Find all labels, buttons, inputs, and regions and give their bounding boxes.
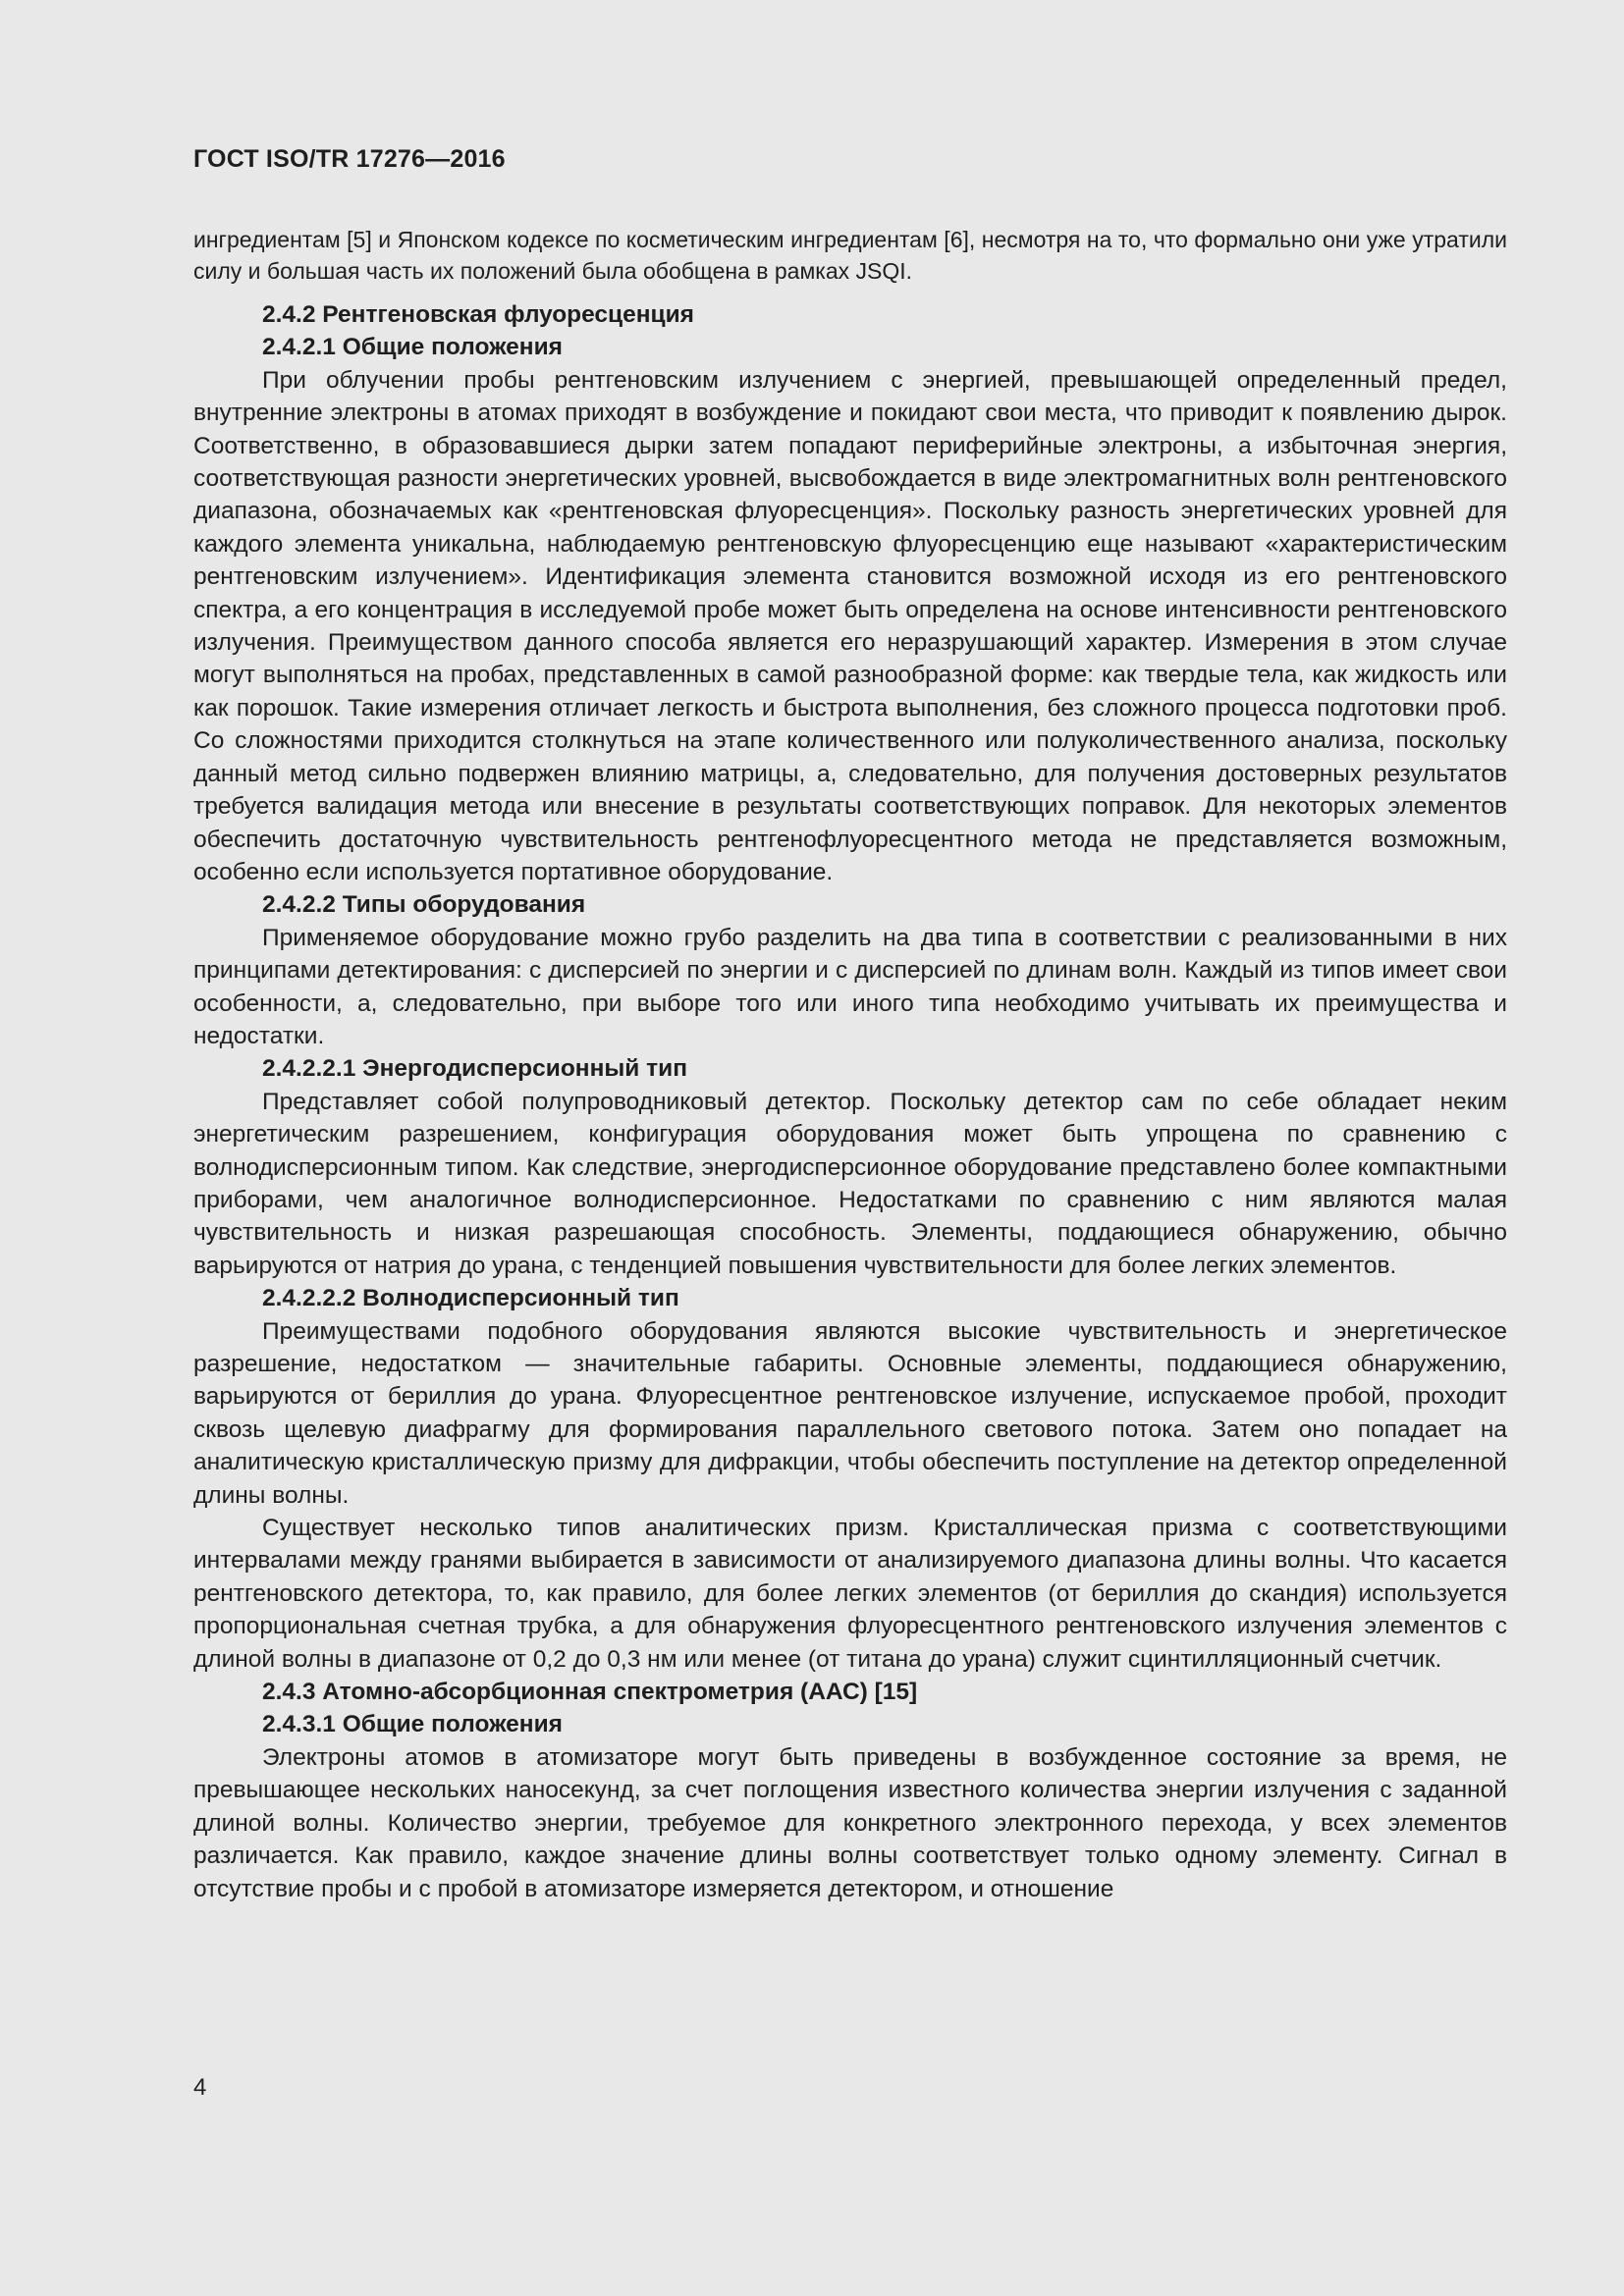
spacer — [193, 287, 1507, 298]
section-heading-2-4-2-2-2: 2.4.2.2.2 Волнодисперсионный тип — [262, 1285, 679, 1312]
paragraph-2-4-2-2-2-a: Преимуществами подобного оборудования являются высокие чувствительность и энергетическое разрешение, недостатком — значительные габариты. Основные элементы, поддающиеся обнаружению, варьируются от бериллия до урана. Флуоресцентное рентгеновское излучение, испускаемое пробой, проходит сквозь щелевую диафрагму для формирования параллельного светового потока. Затем оно попадает на аналитическую кристаллическую призму для дифракции, чтобы обеспечить поступление на детектор определенной длины волны. — [193, 1317, 1507, 1509]
paragraph-2-4-2-1: При облучении пробы рентгеновским излучением с энергией, превышающей определенный предел, внутренние электроны в атомах приходят в возбуждение и покидают свои места, что приводит к появлению дырок. Соответственно, в образовавшиеся дырки затем попадают периферийные электроны, а избыточная энергия, соответствующая разности энергетических уровней, высвобождается в виде электромагнитных волн рентгеновского диапазона, обозначаемых как «рентгеновская флуоресценция». Поскольку разность энергетических уровней для каждого элемента уникальна, наблюдаемую рентгеновскую флуоресценцию еще называют «характеристическим рентгеновским излучением». Идентификация элемента становится возможной исходя из его рентгеновского спектра, а его концентрация в исследуемой пробе может быть определена на основе интенсивности рентгеновского излучения. Преимуществом данного способа является его неразрушающий характер. Измерения в этом случае могут выполняться на пробах, представленных в самой разнообразной форме: как твердые тела, как жидкость или как порошок. Такие измерения отличает легкость и быстрота выполнения, без сложного процесса подготовки проб. Со сложностями приходится столкнуться на этапе количественного или полуколичественного анализа, поскольку данный метод сильно подвержен влиянию матрицы, а, следовательно, для получения достоверных результатов требуется валидация метода или внесение в результаты соответствующих поправок. Для некоторых элементов обеспечить достаточную чувствительность рентгенофлуоресцентного метода не представляется возможным, особенно если используется портативное оборудование. — [193, 366, 1507, 885]
document-body — [193, 224, 1507, 1905]
continuation-paragraph: ингредиентам [5] и Японском кодексе по косметическим ингредиентам [6], несмотря на то, что формально они уже утратили силу и большая часть их положений была обобщена в рамках JSQI. — [193, 227, 1507, 284]
paragraph-2-4-3-1: Электроны атомов в атомизаторе могут быть приведены в возбужденное состояние за время, не превышающее нескольких наносекунд, за счет поглощения известного количества энергии излучения с заданной длиной волны. Количество энергии, требуемое для конкретного электронного перехода, у всех элементов различается. Как правило, каждое значение длины волны соответствует только одному элементу. Сигнал в отсутствие пробы и с пробой в атомизаторе измеряется детектором, и отношение — [193, 1743, 1507, 1902]
section-heading-2-4-2-2-1: 2.4.2.2.1 Энергодисперсионный тип — [262, 1055, 688, 1083]
paragraph-2-4-2-2-1: Представляет собой полупроводниковый детектор. Поскольку детектор сам по себе обладает неким энергетическим разрешением, конфигурация оборудования может быть упрощена по сравнению с волнодисперсионным типом. Как следствие, энергодисперсионное оборудование представлено более компактными приборами, чем аналогичное волнодисперсионное. Недостатками по сравнению с ним являются малая чувствительность и низкая разрешающая способность. Элементы, поддающиеся обнаружению, обычно варьируются от натрия до урана, с тенденцией повышения чувствительности для более легких элементов. — [193, 1088, 1507, 1279]
section-heading-2-4-3: 2.4.3 Атомно-абсорбционная спектрометрия (ААС) [15] — [262, 1679, 918, 1706]
standard-header: ГОСТ ISO/TR 17276—2016 — [193, 145, 506, 173]
section-heading-2-4-2-1: 2.4.2.1 Общие положения — [262, 334, 563, 361]
section-heading-2-4-2-2: 2.4.2.2 Типы оборудования — [262, 891, 586, 919]
paragraph-2-4-2-2: Применяемое оборудование можно грубо разделить на два типа в соответствии с реализованными в них принципами детектирования: с дисперсией по энергии и с дисперсией по длинам волн. Каждый из типов имеет свои особенности, а, следовательно, при выборе того или иного типа необходимо учитывать их преимущества и недостатки. — [193, 924, 1507, 1049]
paragraph-2-4-2-2-2-b: Существует несколько типов аналитических призм. Кристаллическая призма с соответствующими интервалами между гранями выбирается в зависимости от анализируемого диапазона длины волны. Что касается рентгеновского детектора, то, как правило, для более легких элементов (от бериллия до скандия) используется пропорциональная счетная трубка, а для обнаружения флуоресцентного рентгеновского излучения элементов с длиной волны в диапазоне от 0,2 до 0,3 нм или менее (от титана до урана) служит сцинтилляционный счетчик. — [193, 1515, 1507, 1673]
section-heading-2-4-3-1: 2.4.3.1 Общие положения — [262, 1711, 563, 1738]
page-number: 4 — [193, 2074, 207, 2101]
section-heading-2-4-2: 2.4.2 Рентгеновская флуоресценция — [262, 301, 694, 328]
